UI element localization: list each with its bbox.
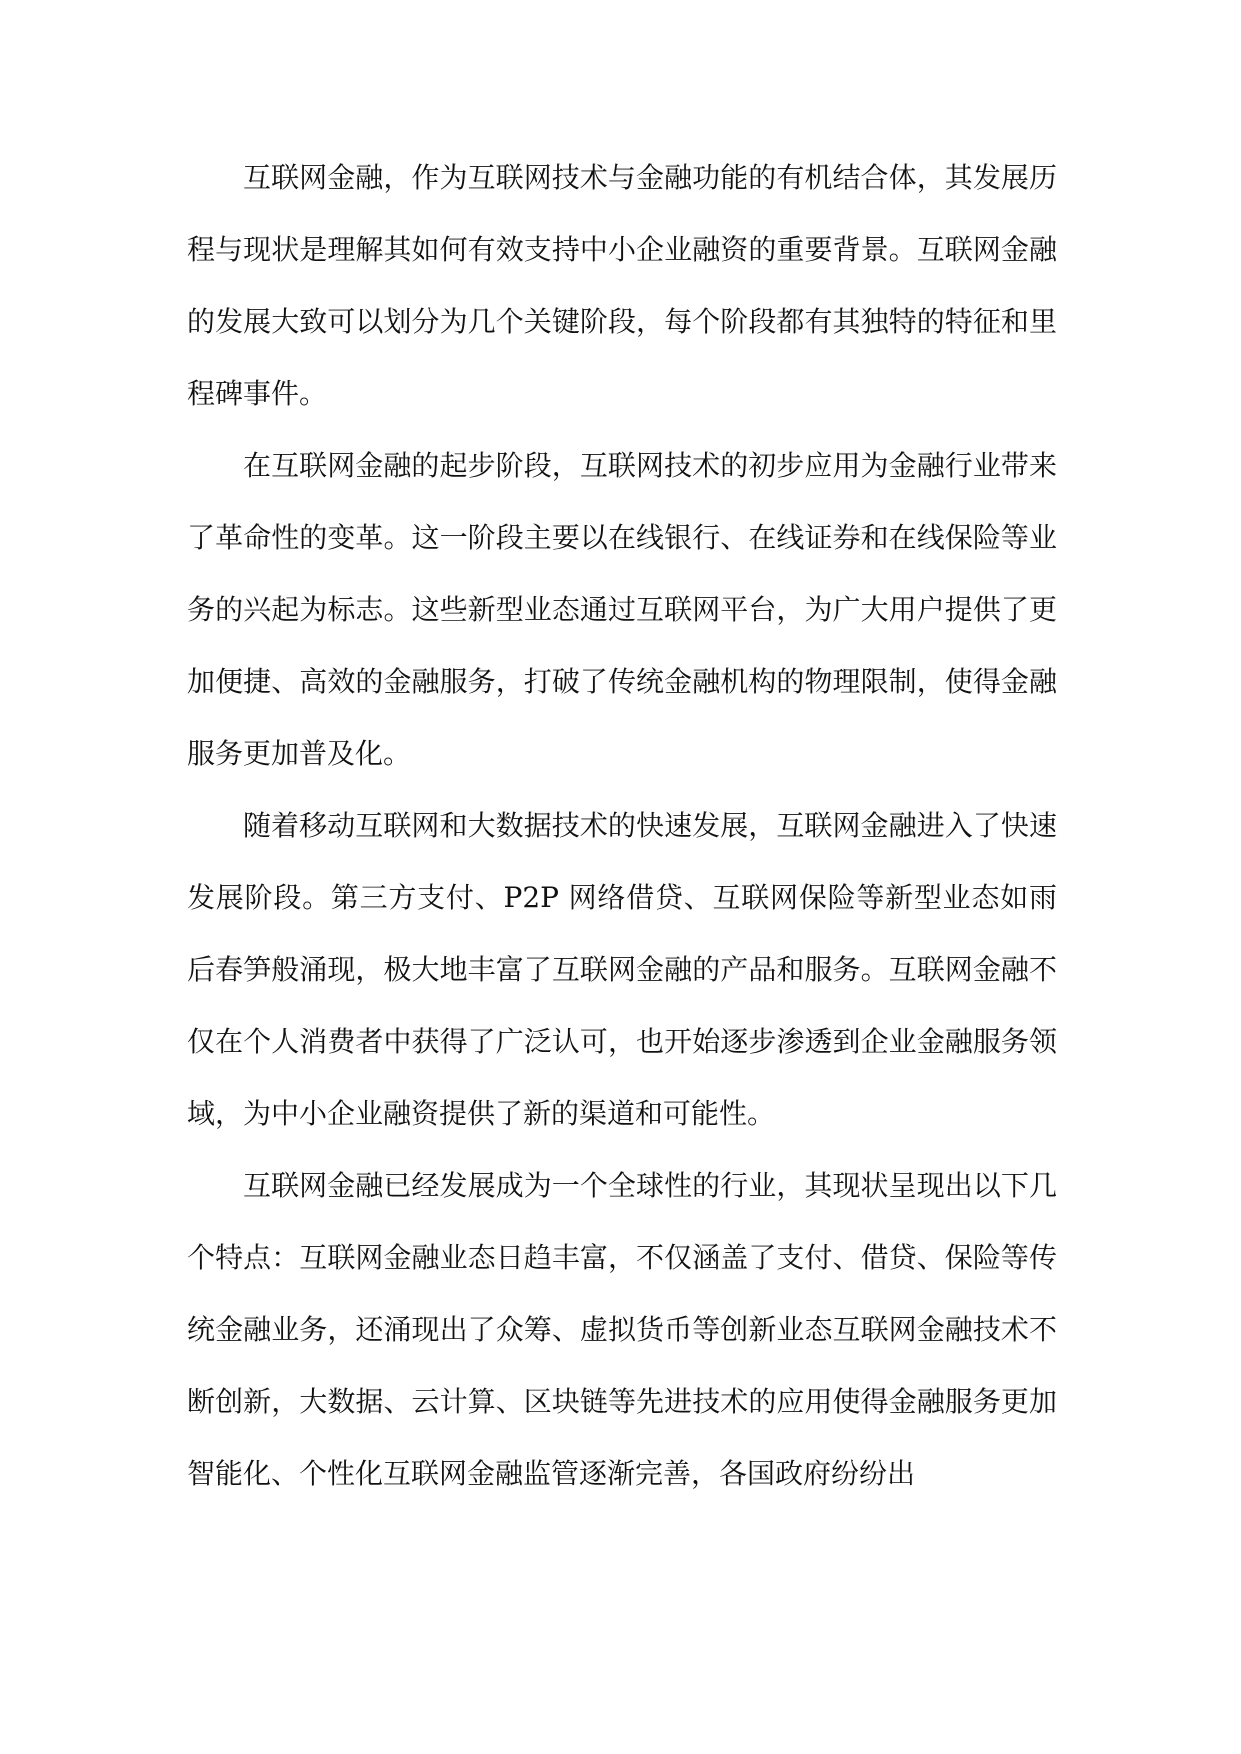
paragraph-2: 在互联网金融的起步阶段，互联网技术的初步应用为金融行业带来了革命性的变革。这一阶段主要以在线银行、在线证券和在线保险等业务的兴起为标志。这些新型业态通过互联网平台，为广大用户提供了更加便捷、高效的金融服务，打破了传统金融机构的物理限制，使得金融服务更加普及化。 — [187, 449, 1057, 770]
paragraph-1: 互联网金融，作为互联网技术与金融功能的有机结合体，其发展历程与现状是理解其如何有效支持中小企业融资的重要背景。互联网金融的发展大致可以划分为几个关键阶段，每个阶段都有其独特的特征和里程碑事件。 — [187, 161, 1057, 410]
paragraph-4: 互联网金融已经发展成为一个全球性的行业，其现状呈现出以下几个特点：互联网金融业态日趋丰富，不仅涵盖了支付、借贷、保险等传统金融业务，还涌现出了众筹、虚拟货币等创新业态互联网金融技术不断创新，大数据、云计算、区块链等先进技术的应用使得金融服务更加智能化、个性化互联网金融监管逐渐完善，各国政府纷纷出 — [187, 1169, 1057, 1490]
paragraph-3: 随着移动互联网和大数据技术的快速发展，互联网金融进入了快速发展阶段。第三方支付、P2P 网络借贷、互联网保险等新型业态如雨后春笋般涌现，极大地丰富了互联网金融的产品和服务。互联网金融不仅在个人消费者中获得了广泛认可，也开始逐步渗透到企业金融服务领域，为中小企业融资提供了新的渠道和可能性。 — [187, 809, 1057, 1130]
body-text — [187, 142, 1057, 1510]
